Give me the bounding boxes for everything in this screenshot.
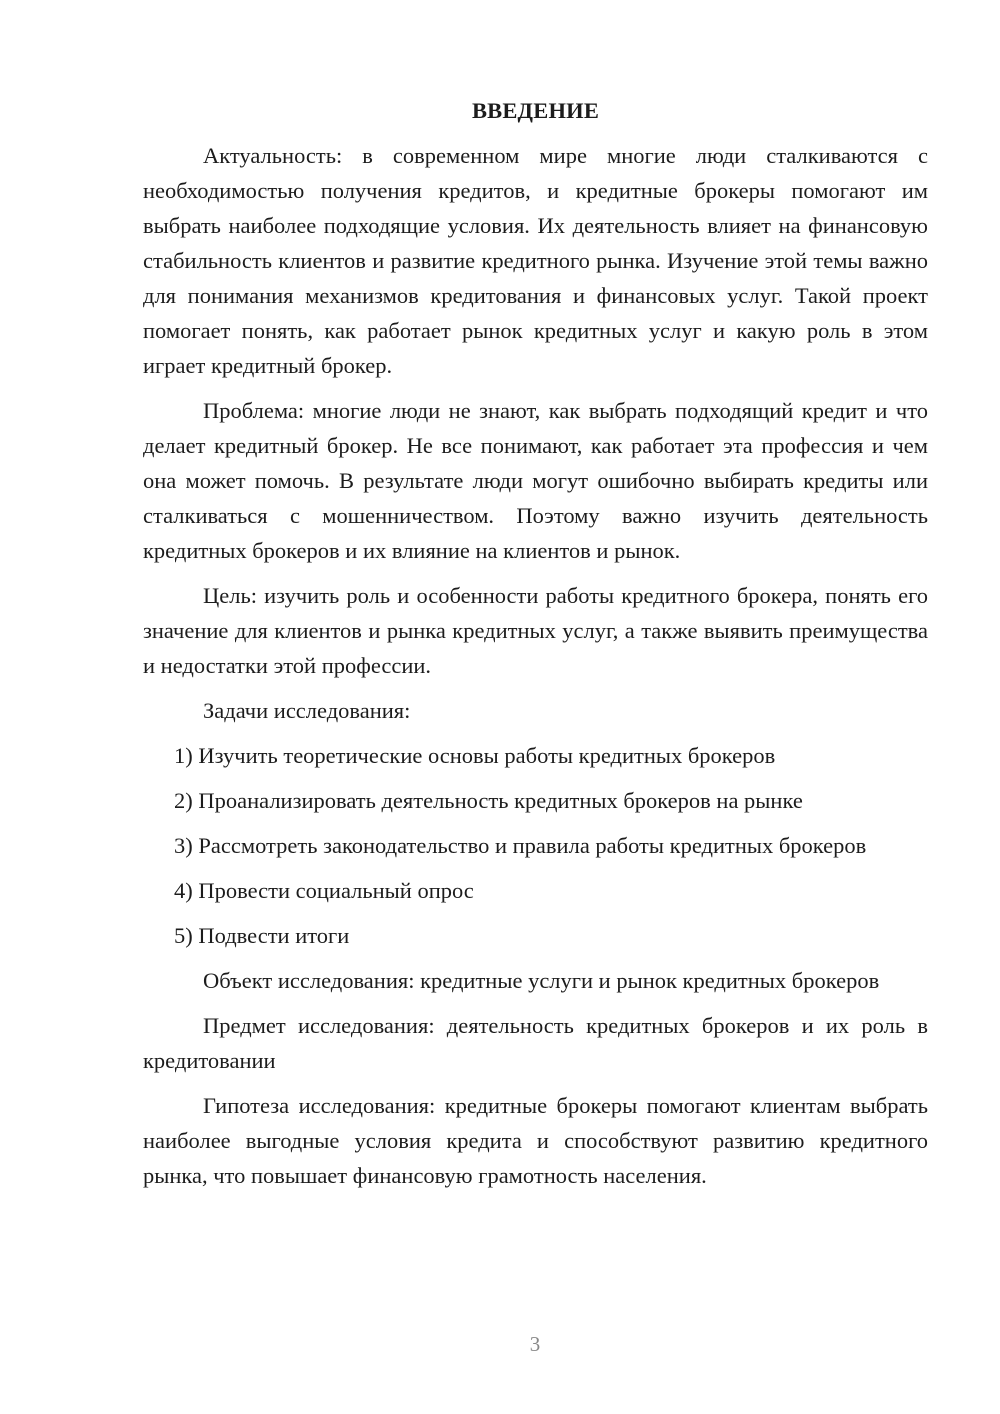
goal-paragraph: Цель: изучить роль и особенности работы кредитного брокера, понять его значение для клиентов и рынка кредитных услуг, а также выявить преимущества и недостатки этой профессии. bbox=[143, 583, 928, 678]
task-item: 5) Подвести итоги bbox=[174, 923, 350, 948]
task-item: 3) Рассмотреть законодательство и правила работы кредитных брокеров bbox=[174, 833, 867, 858]
task-item: 2) Проанализировать деятельность кредитных брокеров на рынке bbox=[174, 788, 803, 813]
task-item: 4) Провести социальный опрос bbox=[174, 878, 474, 903]
page-number: 3 bbox=[529, 1332, 541, 1356]
problem-paragraph: Проблема: многие люди не знают, как выбрать подходящий кредит и что делает кредитный брокер. Не все понимают, как работает эта профессия и чем она может помочь. В результате люди могут ошибочно выбирать кредиты или сталкиваться с мошенничеством. Поэтому важно изучить деятельность кредитных брокеров и их влияние на клиентов и рынок. bbox=[143, 398, 928, 563]
section-title: ВВЕДЕНИЕ bbox=[471, 98, 600, 123]
object-paragraph: Объект исследования: кредитные услуги и рынок кредитных брокеров bbox=[203, 968, 880, 993]
task-item: 1) Изучить теоретические основы работы кредитных брокеров bbox=[174, 743, 776, 768]
tasks-heading: Задачи исследования: bbox=[203, 698, 411, 723]
hypothesis-paragraph: Гипотеза исследования: кредитные брокеры помогают клиентам выбрать наиболее выгодные условия кредита и способствуют развитию кредитного рынка, что повышает финансовую грамотность населения. bbox=[143, 1093, 928, 1188]
relevance-paragraph: Актуальность: в современном мире многие люди сталкиваются с необходимостью получения кредитов, и кредитные брокеры помогают им выбрать наиболее подходящие условия. Их деятельность влияет на финансовую стабильность клиентов и развитие кредитного рынка. Изучение этой темы важно для понимания механизмов кредитования и финансовых услуг. Такой проект помогает понять, как работает рынок кредитных услуг и какую роль в этом играет кредитный брокер. bbox=[143, 143, 928, 378]
subject-paragraph: Предмет исследования: деятельность кредитных брокеров и их роль в кредитовании bbox=[143, 1013, 928, 1073]
document-body bbox=[143, 96, 928, 1203]
